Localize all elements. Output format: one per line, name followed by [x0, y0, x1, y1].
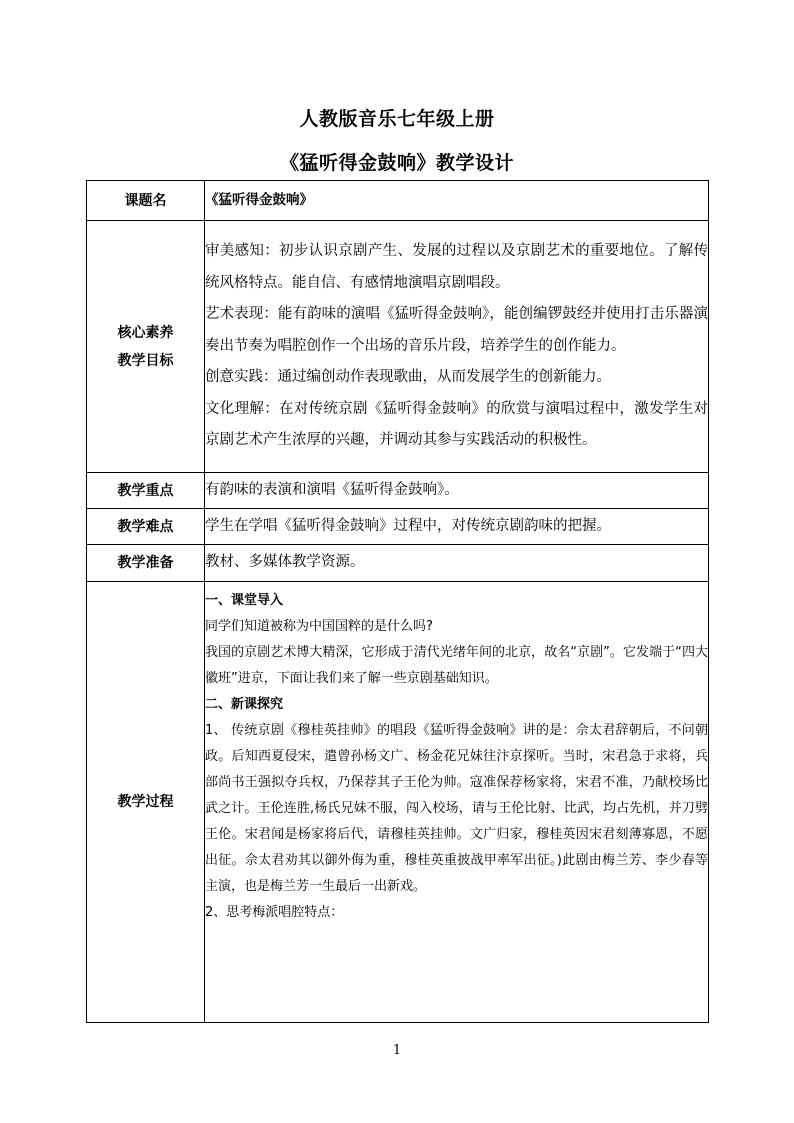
table-row-goals: [87, 221, 709, 473]
process-heading-explore: 二、新课探究: [205, 697, 284, 712]
goal-cultural: 文化理解：在对传统京剧《猛听得金鼓响》的欣赏与演唱过程中，激发学生对京剧艺术产生浓厚的兴趣，并调动其参与实践活动的积极性。: [205, 400, 708, 449]
key-points-label: 教学重点: [87, 473, 205, 509]
difficulties-label: 教学难点: [87, 509, 205, 545]
page-number: 1: [392, 1043, 402, 1058]
lesson-plan-table: [86, 180, 709, 1023]
goals-label-line1: 核心素养: [117, 324, 174, 341]
process-label: 教学过程: [87, 582, 205, 1023]
process-content: [205, 582, 709, 1023]
process-item-2: 2、思考梅派唱腔特点：: [205, 905, 344, 920]
key-points-value: 有韵味的表演和演唱《猛听得金鼓响》。: [205, 473, 709, 509]
goal-aesthetic: 审美感知：初步认识京剧产生、发展的过程以及京剧艺术的重要地位。了解传统风格特点。能自信、有感情地演唱京剧唱段。: [205, 243, 708, 291]
preparation-label: 教学准备: [87, 545, 205, 582]
process-intro-question: 同学们知道被称为中国国粹的是什么吗?: [205, 619, 433, 634]
process-intro-text: 我国的京剧艺术博大精深，它形成于清代光绪年间的北京，故名“京剧”。它发端于“四大徽班”进京，下面让我们来了解一些京剧基础知识。: [205, 645, 708, 686]
goal-artistic: 艺术表现：能有韵味的演唱《猛听得金鼓响》，能创编锣鼓经并使用打击乐器演奏出节奏为唱腔创作一个出场的音乐片段，培养学生的创作能力。: [205, 306, 708, 354]
table-row-preparation: [87, 545, 709, 582]
process-heading-intro: 一、课堂导入: [205, 593, 284, 608]
goal-creative: 创意实践：通过编创动作表现歌曲，从而发展学生的创新能力。: [205, 369, 611, 386]
process-item-1: 1、 传统京剧《穆桂英挂帅》的唱段《猛听得金鼓响》讲的是：佘太君辞朝后，不问朝政。后知西夏侵宋，遣曾孙杨文广、杨金花兄妹往汴京探听。当时，宋君急于求将，兵部尚书王强拟夺兵权，乃保荐其子王伦为帅。寇准保荐杨家将，宋君不准，乃献校场比武之计。王伦连胜,杨氏兄妹不服，闯入校场，请与王伦比射、比武，均占先机，并刀劈王伦。宋君闻是杨家将后代，请穆桂英挂帅。文广归家，穆桂英因宋君刻薄寡恩，不愿出征。佘太君劝其以御外侮为重，穆桂英重披战甲率军出征。)此剧由梅兰芳、李少春等主演，也是梅兰芳一生最后一出新戏。: [205, 723, 708, 894]
preparation-value: 教材、多媒体教学资源。: [205, 545, 709, 582]
table-row-difficulties: [87, 509, 709, 545]
goals-label: [87, 221, 205, 473]
table-row-topic: [87, 181, 709, 221]
table-row-key-points: [87, 473, 709, 509]
table-row-process: [87, 582, 709, 1023]
goals-content: [205, 221, 709, 473]
topic-value: 《猛听得金鼓响》: [205, 181, 709, 221]
difficulties-value: 学生在学唱《猛听得金鼓响》过程中，对传统京剧韵味的把握。: [205, 509, 709, 545]
goals-label-line2: 教学目标: [117, 352, 174, 369]
topic-label: 课题名: [87, 181, 205, 221]
document-title: 人教版音乐七年级上册: [299, 108, 495, 130]
document-subtitle: 《猛听得金鼓响》教学设计: [279, 152, 514, 174]
